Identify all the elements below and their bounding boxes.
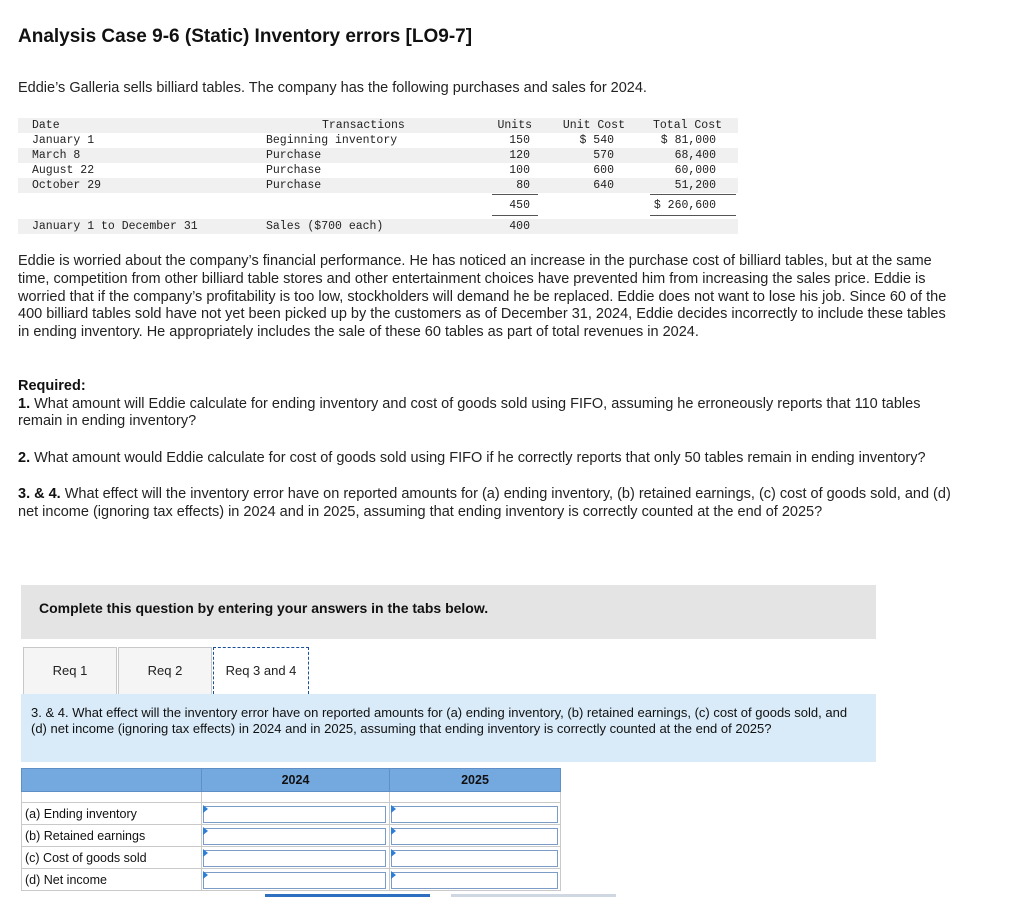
answer-header-2024: 2024 [202,769,390,792]
input-marker-icon [203,871,208,879]
row-transaction: Purchase [266,179,322,192]
row-total-cost: $ 81,000 [660,134,716,147]
input-marker-icon [391,849,396,857]
row-unit-cost: 640 [593,179,614,192]
total-cost-underline [650,194,736,195]
answer-header-row [22,769,561,792]
header-transactions: Transactions [322,119,405,132]
totals-row [18,198,738,213]
row-transaction: Beginning inventory [266,134,398,147]
page-title: Analysis Case 9-6 (Static) Inventory errors [LO9-7] [18,26,473,47]
total-cost: $ 260,600 [653,199,716,212]
intro-text: Eddie’s Galleria sells billiard tables. The company has the following purchases and sales for 2024. [18,80,647,96]
answer-header-2025: 2025 [390,769,561,792]
sales-transaction: Sales ($700 each) [266,220,384,233]
required-item-text: What amount will Eddie calculate for ending inventory and cost of goods sold using FIFO, assuming he erroneously reports that 110 tables remain in ending inventory? [18,395,921,429]
answer-row-spacer [22,792,561,803]
required-section [18,378,968,540]
row-date: August 22 [32,164,95,177]
question-panel [21,694,876,762]
header-date: Date [32,119,60,132]
header-units: Units [497,119,532,132]
input-marker-icon [203,805,208,813]
sales-units: 400 [509,220,530,233]
ending-inventory-2024-input[interactable] [203,806,386,823]
row-total-cost: 51,200 [674,179,716,192]
input-marker-icon [203,827,208,835]
header-unit-cost: Unit Cost [562,119,625,132]
table-header-row [18,118,738,133]
tab-req-3-and-4[interactable]: Req 3 and 4 [213,647,309,694]
required-item [18,396,968,431]
tab-req-1[interactable]: Req 1 [23,647,117,694]
total-units: 450 [509,199,530,212]
tab-req-2[interactable]: Req 2 [118,647,212,694]
prev-nav-bar[interactable] [265,894,430,897]
row-date: October 29 [32,179,102,192]
required-item-number: 2. [18,449,31,466]
row-unit-cost: 600 [593,164,614,177]
table-row [18,163,738,178]
retained-earnings-2025-input[interactable] [391,828,558,845]
instruction-text: Complete this question by entering your answers in the tabs below. [39,600,489,616]
ending-inventory-2025-input[interactable] [391,806,558,823]
required-item-number: 1. [18,395,31,412]
retained-earnings-2024-input[interactable] [203,828,386,845]
required-item-text: What effect will the inventory error have on reported amounts for (a) ending inventory, (b) retained earnings, (c) cost of goods sold, and (d) net income (ignoring tax effects) in 2024 and in 2025, assuming that ending inventory is correctly counted at the end of 2025? [18,486,951,520]
sales-row [18,219,738,234]
instruction-banner [21,585,876,639]
row-unit-cost: $ 540 [579,134,614,147]
table-row [18,133,738,148]
sales-date: January 1 to December 31 [32,220,198,233]
row-transaction: Purchase [266,149,322,162]
row-label: (b) Retained earnings [22,825,202,847]
table-row [18,178,738,193]
row-units: 80 [516,179,530,192]
input-marker-icon [391,827,396,835]
answer-row-cost-of-goods-sold [22,847,561,869]
answer-table [21,768,561,891]
answer-row-net-income [22,869,561,891]
answer-row-retained-earnings [22,825,561,847]
cogs-2024-input[interactable] [203,850,386,867]
next-nav-bar[interactable] [451,894,616,897]
input-marker-icon [203,849,208,857]
row-total-cost: 68,400 [674,149,716,162]
cogs-2025-input[interactable] [391,850,558,867]
units-underline [492,194,538,195]
row-units: 100 [509,164,530,177]
net-income-2024-input[interactable] [203,872,386,889]
row-label: (a) Ending inventory [22,803,202,825]
input-marker-icon [391,871,396,879]
required-item-text: What amount would Eddie calculate for cost of goods sold using FIFO if he correctly reports that only 50 tables remain in ending inventory? [34,449,926,466]
required-heading: Required: [18,378,86,394]
question-text: 3. & 4. What effect will the inventory error have on reported amounts for (a) ending inventory, (b) retained earnings, (c) cost of goods sold, and (d) net income (ignoring tax effects) in 2024 and in 2025, assuming that ending inventory is correctly counted at the end of 2025? [31,705,848,736]
row-label: (c) Cost of goods sold [22,847,202,869]
required-item [18,450,968,468]
units-total-underline [492,215,538,216]
row-unit-cost: 570 [593,149,614,162]
required-item [18,486,968,521]
input-marker-icon [391,805,396,813]
row-label: (d) Net income [22,869,202,891]
row-date: January 1 [32,134,95,147]
table-row [18,148,738,163]
answer-row-ending-inventory [22,803,561,825]
row-units: 120 [509,149,530,162]
row-date: March 8 [32,149,81,162]
answer-header-blank [22,769,202,792]
row-total-cost: 60,000 [674,164,716,177]
row-units: 150 [509,134,530,147]
row-transaction: Purchase [266,164,322,177]
required-item-number: 3. & 4. [18,486,61,502]
header-total-cost: Total Cost [652,119,722,132]
scenario-paragraph: Eddie is worried about the company’s financial performance. He has noticed an increase in the purchase cost of billiard tables, but at the same time, competition from other billiard table stores and other entertainment choices have prevented him from increasing the sales price. Eddie is worried that if the company’s profitability is too low, stockholders will demand he be replaced. Eddie does not want to lose his job. Since 60 of the 400 billiard tables sold have not yet been picked up by the customers as of December 31, 2024, Eddie decides incorrectly to include these tables in ending inventory. He appropriately includes the sale of these 60 tables as part of total revenues in 2024. [18,253,947,341]
total-cost-total-underline [650,215,736,216]
net-income-2025-input[interactable] [391,872,558,889]
